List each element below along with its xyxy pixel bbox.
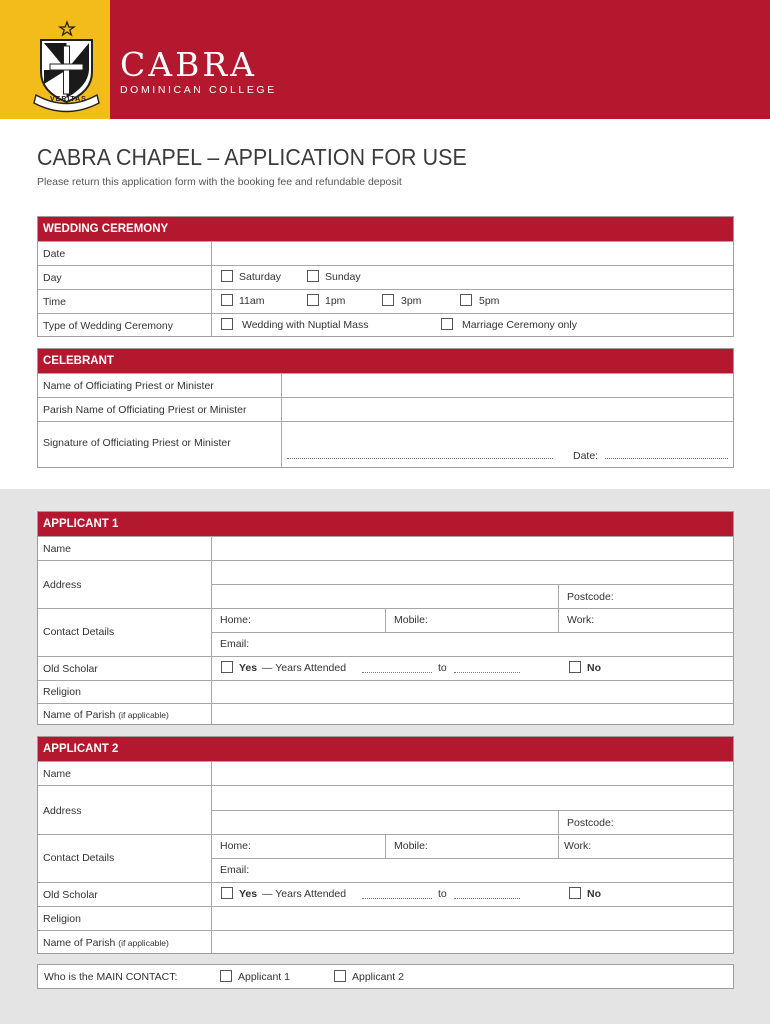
- applicant2-parish-note: (if applicable): [118, 938, 169, 948]
- page-subtitle: Please return this application form with the booking fee and refundable deposit: [37, 176, 402, 188]
- wedding-heading: WEDDING CEREMONY: [38, 217, 733, 241]
- applicant2-address-field[interactable]: [212, 786, 734, 809]
- applicant1-work-label: Work:: [567, 614, 595, 626]
- applicant1-address-row: [38, 560, 733, 608]
- applicant1-parish-label: Name of Parish: [43, 709, 116, 721]
- applicant2-parish-row: [38, 930, 733, 954]
- applicant2-home-label: Home:: [220, 840, 251, 852]
- applicant1-no-checkbox[interactable]: [569, 661, 581, 673]
- signature-line[interactable]: [287, 458, 553, 459]
- day-label: Day: [43, 272, 62, 284]
- wedding-date-row: [38, 241, 733, 265]
- applicant2-religion-label: Religion: [43, 913, 81, 925]
- main-contact-label: Who is the MAIN CONTACT:: [44, 971, 178, 983]
- applicant2-religion-field[interactable]: [212, 907, 734, 930]
- wedding-section: [37, 216, 734, 337]
- applicant1-yes-checkbox[interactable]: [221, 661, 233, 673]
- celebrant-section: [37, 348, 734, 468]
- applicant2-work-label: Work:: [564, 840, 592, 852]
- applicant1-no-label: No: [587, 662, 601, 674]
- applicant2-years-label: — Years Attended: [262, 888, 347, 900]
- celebrant-parish-field[interactable]: [282, 398, 734, 421]
- applicant1-contact-label: Contact Details: [43, 626, 115, 638]
- applicant2-name-field[interactable]: [212, 762, 734, 785]
- nuptial-mass-option: Wedding with Nuptial Mass: [242, 319, 369, 331]
- applicant1-years-label: — Years Attended: [262, 662, 347, 674]
- applicant2-no-checkbox[interactable]: [569, 887, 581, 899]
- applicant2-scholar-label: Old Scholar: [43, 889, 98, 901]
- applicant2-no-label: No: [587, 888, 601, 900]
- brand: [120, 45, 277, 96]
- celebrant-parish-row: [38, 397, 733, 421]
- saturday-checkbox[interactable]: [221, 270, 233, 282]
- marriage-only-checkbox[interactable]: [441, 318, 453, 330]
- applicant1-year-to[interactable]: [454, 672, 520, 673]
- time-1pm-option: 1pm: [325, 295, 346, 307]
- applicant1-parish-note: (if applicable): [118, 710, 169, 720]
- applicant1-contact-row: [38, 608, 733, 656]
- time-1pm-checkbox[interactable]: [307, 294, 319, 306]
- signature-date-label: Date:: [573, 450, 599, 462]
- applicant1-name-label: Name: [43, 543, 72, 555]
- applicant1-mobile-label: Mobile:: [394, 614, 428, 626]
- main-contact-applicant1-checkbox[interactable]: [220, 970, 232, 982]
- celebrant-name-label: Name of Officiating Priest or Minister: [43, 380, 214, 392]
- celebrant-signature-row: [38, 421, 733, 468]
- applicant2-to-label: to: [438, 888, 447, 900]
- applicant2-parish-field[interactable]: [212, 931, 734, 954]
- applicant1-religion-row: [38, 680, 733, 703]
- applicant1-address-field[interactable]: [212, 561, 734, 584]
- applicant1-scholar-row: [38, 656, 733, 680]
- time-label: Time: [43, 296, 66, 308]
- logo-panel: [0, 0, 110, 119]
- applicant2-year-to[interactable]: [454, 898, 520, 899]
- applicant1-religion-field[interactable]: [212, 681, 734, 703]
- saturday-option: Saturday: [239, 271, 282, 283]
- time-5pm-option: 5pm: [479, 295, 500, 307]
- applicant2-email-label: Email:: [220, 864, 250, 876]
- signature-date-line[interactable]: [605, 458, 728, 459]
- time-5pm-checkbox[interactable]: [460, 294, 472, 306]
- page-header: [0, 0, 770, 119]
- applicant2-yes-label: Yes: [239, 888, 258, 900]
- celebrant-name-field[interactable]: [282, 374, 734, 397]
- applicant1-name-field[interactable]: [212, 537, 734, 560]
- wedding-date-field[interactable]: [212, 242, 734, 265]
- date-label: Date: [43, 248, 66, 260]
- signature-label: Signature of Officiating Priest or Minister: [43, 437, 231, 449]
- applicant1-home-label: Home:: [220, 614, 251, 626]
- wedding-time-row: [38, 289, 733, 313]
- type-label: Type of Wedding Ceremony: [43, 320, 173, 332]
- applicant2-yes-checkbox[interactable]: [221, 887, 233, 899]
- applicant2-contact-label: Contact Details: [43, 852, 115, 864]
- applicant2-address-label: Address: [43, 805, 82, 817]
- applicant2-scholar-row: [38, 882, 733, 906]
- applicant2-year-from[interactable]: [362, 898, 432, 899]
- applicant2-heading: APPLICANT 2: [38, 737, 733, 761]
- brand-name: CABRA: [120, 45, 258, 84]
- applicant2-contact-row: [38, 834, 733, 882]
- applicant2-section: [37, 736, 734, 954]
- applicant2-religion-row: [38, 906, 733, 930]
- applicant1-heading: APPLICANT 1: [38, 512, 733, 536]
- wedding-type-row: [38, 313, 733, 337]
- celebrant-name-row: [38, 373, 733, 397]
- time-11am-option: 11am: [239, 295, 265, 307]
- sunday-option: Sunday: [325, 271, 361, 283]
- time-3pm-option: 3pm: [401, 295, 422, 307]
- applicant1-postcode-label: Postcode:: [567, 591, 614, 603]
- applicant2-postcode-label: Postcode:: [567, 817, 614, 829]
- brand-subtitle: DOMINICAN COLLEGE: [120, 84, 277, 96]
- motto-text: VERITAS: [50, 96, 87, 103]
- marriage-only-option: Marriage Ceremony only: [462, 319, 577, 331]
- time-11am-checkbox[interactable]: [221, 294, 233, 306]
- sunday-checkbox[interactable]: [307, 270, 319, 282]
- applicant1-section: [37, 511, 734, 725]
- applicant1-religion-label: Religion: [43, 686, 81, 698]
- applicant1-parish-row: [38, 703, 733, 726]
- applicant1-to-label: to: [438, 662, 447, 674]
- applicant2-name-row: [38, 761, 733, 785]
- applicant2-name-label: Name: [43, 768, 72, 780]
- applicant1-yes-label: Yes: [239, 662, 258, 674]
- main-contact-applicant1-option: Applicant 1: [238, 971, 290, 983]
- applicant1-name-row: [38, 536, 733, 560]
- time-3pm-checkbox[interactable]: [382, 294, 394, 306]
- main-contact-section: [37, 964, 734, 989]
- wedding-day-row: [38, 265, 733, 289]
- applicant1-parish-field[interactable]: [212, 704, 734, 726]
- main-contact-applicant2-checkbox[interactable]: [334, 970, 346, 982]
- applicant1-email-label: Email:: [220, 638, 250, 650]
- applicant2-address-row: [38, 785, 733, 834]
- applicant1-scholar-label: Old Scholar: [43, 663, 98, 675]
- celebrant-parish-label: Parish Name of Officiating Priest or Minister: [43, 404, 247, 416]
- nuptial-mass-checkbox[interactable]: [221, 318, 233, 330]
- main-contact-applicant2-option: Applicant 2: [352, 971, 404, 983]
- applicant2-parish-label: Name of Parish: [43, 937, 116, 949]
- applicant1-address-label: Address: [43, 579, 82, 591]
- applicant1-year-from[interactable]: [362, 672, 432, 673]
- page-title: CABRA CHAPEL – APPLICATION FOR USE: [37, 144, 467, 170]
- celebrant-heading: CELEBRANT: [38, 349, 733, 373]
- applicant2-mobile-label: Mobile:: [394, 840, 428, 852]
